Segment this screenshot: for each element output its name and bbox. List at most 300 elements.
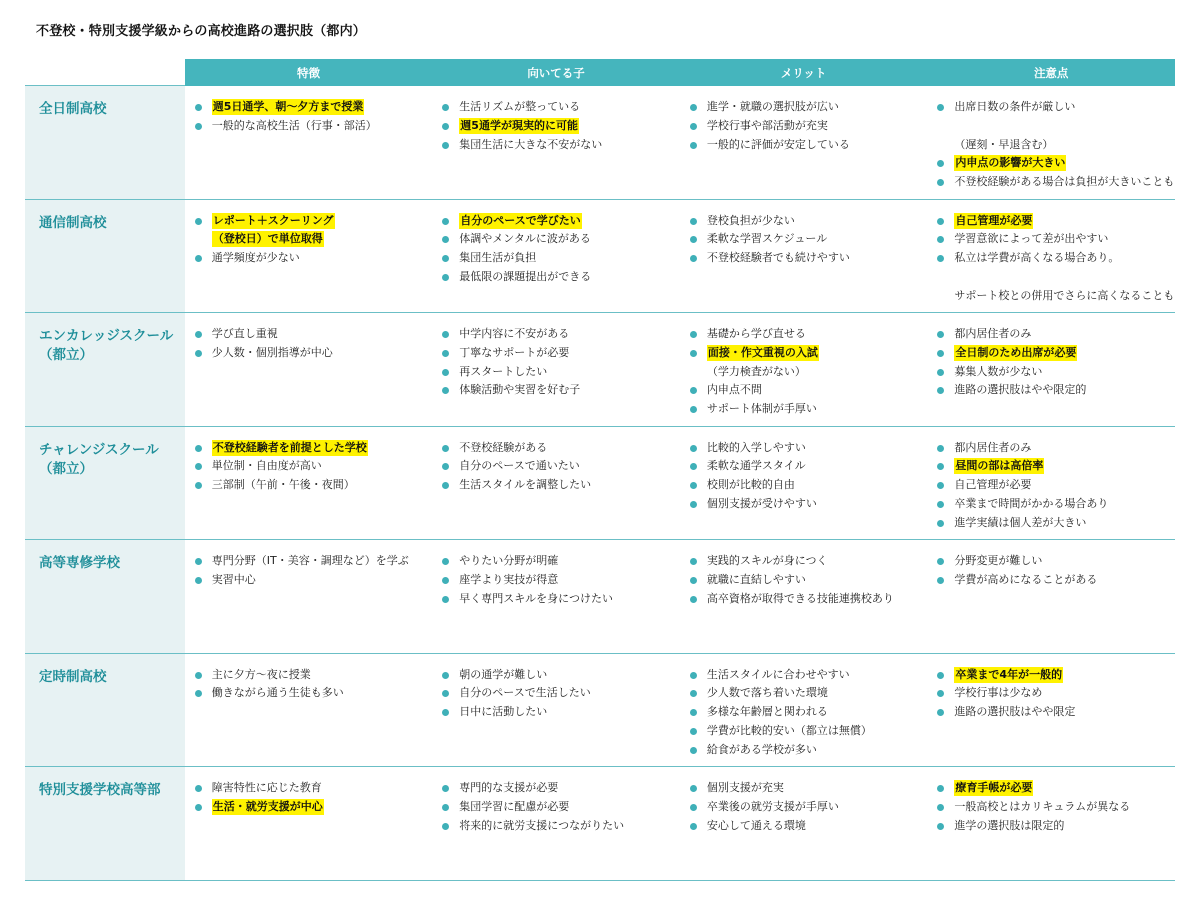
bullet-dot-icon [442,482,449,489]
list-item [195,571,433,590]
list-item [690,117,928,136]
bullet-dot-icon [937,160,944,167]
bullet-dot-icon [937,804,944,811]
cell-features [185,767,433,880]
cell-features [185,86,433,199]
highlighted-text: 週5日通学、朝〜夕方まで授業 [212,100,364,113]
column-header-suited-child: 向いてる子 [432,59,680,86]
bullet-dot-icon [937,445,944,452]
bullet-dot-icon [937,823,944,830]
table-row [25,200,1175,314]
bullet-dot-icon [442,445,449,452]
cell-cautions [927,540,1175,653]
bullet-list [937,666,1175,722]
item-text: サポート体制が手厚い [706,402,817,416]
list-item [690,439,928,458]
bullet-dot-icon [442,369,449,376]
row-label-text: （都立） [39,460,93,477]
item-text: 出席日数の条件が厳しい [954,100,1076,113]
list-item [195,684,433,703]
item-text: 障害特性に応じた教育 [211,781,322,794]
row-label-text: 特別支援学校高等部 [39,782,161,798]
highlighted-text: 面接・作文重視の入試 [707,345,818,359]
list-item [442,136,680,155]
bullet-dot-icon [937,672,944,679]
item-text: 中学内容に不安がある [459,327,570,340]
item-text: 就職に直結しやすい [706,572,806,586]
cell-features [185,540,433,653]
bullet-dot-icon [442,672,449,679]
list-item [690,571,928,590]
bullet-dot-icon [690,577,697,584]
item-text: 柔軟な学習スケジュール [706,232,828,246]
list-item [442,230,680,249]
list-item [937,457,1175,476]
cell-suited-child [432,654,680,767]
bullet-dot-icon [195,785,202,792]
list-item [442,363,680,382]
list-item [690,703,928,722]
bullet-dot-icon [690,445,697,452]
column-header-cautions: 注意点 [927,59,1175,86]
list-item [195,344,433,363]
highlighted-text: 不登校経験者を前提とした学校 [212,440,367,454]
bullet-list [195,779,433,817]
list-item [195,476,433,495]
bullet-dot-icon [442,350,449,357]
list-item [195,98,433,117]
cell-features [185,200,433,313]
bullet-list [937,439,1175,533]
item-text: 学校行事や部活動が充実 [706,118,828,132]
item-text: 多様な年齢層と関われる [706,705,828,719]
bullet-dot-icon [937,104,944,111]
bullet-dot-icon [690,690,697,697]
table-row [25,654,1175,768]
list-item [195,439,433,458]
item-text: 日中に活動したい [459,705,548,719]
item-text: 基礎から学び直せる [706,327,806,340]
list-item [442,249,680,268]
list-item [690,684,928,703]
bullet-dot-icon [690,236,697,243]
bullet-list [195,98,433,136]
bullet-dot-icon [690,672,697,679]
bullet-dot-icon [442,463,449,470]
bullet-dot-icon [442,218,449,225]
item-text: 学校行事は少なめ [954,686,1043,700]
list-item [937,684,1175,703]
bullet-dot-icon [937,520,944,527]
bullet-dot-icon [937,558,944,565]
item-text: 自分のペースで通いたい [459,459,580,473]
list-item [195,249,433,268]
item-text: 少人数・個別指導が中心 [211,345,333,359]
list-item [937,230,1175,249]
row-label [25,767,185,880]
list-item [937,439,1175,458]
bullet-dot-icon [442,387,449,394]
cell-merits [680,86,928,199]
item-subtext: （遅刻・早退含む） [954,137,1054,151]
item-text: 学び直し重視 [211,327,278,340]
item-text: 私立は学費が高くなる場合あり。 [954,251,1120,265]
bullet-list [442,439,680,495]
bullet-dot-icon [690,387,697,394]
bullet-dot-icon [195,331,202,338]
item-text: 安心して通える環境 [706,818,806,832]
list-item [442,117,680,136]
bullet-list [195,666,433,704]
list-item [442,212,680,231]
list-item [937,249,1175,305]
item-text: 個別支援が受けやすい [706,496,817,510]
row-label [25,200,185,313]
item-text: 最低限の課題提出ができる [459,269,592,283]
cell-cautions [927,427,1175,540]
item-text: 進路の選択肢はやや限定的 [954,383,1087,397]
item-text: 働きながら通う生徒も多い [211,686,344,700]
page-title: 不登校・特別支援学級からの高校進路の選択肢（都内） [36,24,367,39]
row-label-text: 通信制高校 [39,214,107,231]
item-text: 登校負担が少ない [706,213,795,227]
cell-cautions [927,200,1175,313]
bullet-dot-icon [442,331,449,338]
list-item [195,325,433,344]
bullet-dot-icon [442,236,449,243]
highlighted-text: 自己管理が必要 [955,213,1033,227]
bullet-list [690,439,928,514]
list-item [195,117,433,136]
item-text: 自己管理が必要 [954,478,1032,492]
list-item [690,212,928,231]
list-item [442,325,680,344]
bullet-list [195,439,433,495]
row-label [25,313,185,426]
item-subtext: （学力検査がない） [706,364,806,378]
column-header-merits: メリット [680,59,928,86]
item-text: 進学の選択肢は限定的 [954,818,1065,832]
highlighted-text: 内申点の影響が大きい [955,156,1066,170]
list-item [690,249,928,268]
list-item [937,173,1175,192]
list-item [195,666,433,685]
bullet-dot-icon [195,445,202,452]
list-item [442,476,680,495]
cell-merits [680,767,928,880]
list-item [937,703,1175,722]
item-text: 生活リズムが整っている [459,100,581,113]
bullet-list [937,98,1175,192]
bullet-dot-icon [442,255,449,262]
list-item [690,325,928,344]
list-item [195,779,433,798]
bullet-dot-icon [937,387,944,394]
bullet-dot-icon [195,558,202,565]
bullet-dot-icon [690,596,697,603]
row-label [25,86,185,199]
table-header [25,59,1175,86]
bullet-list [442,666,680,722]
bullet-dot-icon [937,236,944,243]
bullet-dot-icon [690,218,697,225]
bullet-dot-icon [690,501,697,508]
bullet-list [442,212,680,287]
bullet-dot-icon [690,406,697,413]
list-item [195,212,433,250]
bullet-dot-icon [195,123,202,130]
list-item [690,98,928,117]
list-item [690,457,928,476]
bullet-dot-icon [195,690,202,697]
row-label-text: チャレンジスクール [39,441,159,458]
item-text: 卒業まで時間がかかる場合あり [954,496,1109,510]
bullet-list [937,325,1175,400]
item-text: 集団学習に配慮が必要 [459,799,570,813]
row-label [25,654,185,767]
bullet-dot-icon [195,672,202,679]
bullet-dot-icon [195,482,202,489]
item-text: 専門分野（IT・美容・調理など）を学ぶ [211,554,409,567]
bullet-list [442,552,680,608]
bullet-dot-icon [195,463,202,470]
item-text: 体調やメンタルに波がある [459,232,591,246]
table-row [25,313,1175,427]
bullet-dot-icon [690,823,697,830]
bullet-list [690,666,928,760]
list-item [937,798,1175,817]
item-text: 内申点不問 [706,383,762,397]
item-text: 早く専門スキルを身につけたい [459,591,613,605]
cell-features [185,427,433,540]
item-text: 通学頻度が少ない [211,251,300,265]
item-text: 学費が比較的安い（都立は無償） [706,723,872,737]
list-item [442,779,680,798]
cell-cautions [927,767,1175,880]
item-text: 個別支援が充実 [706,781,784,794]
bullet-dot-icon [937,331,944,338]
bullet-dot-icon [937,501,944,508]
item-text: 座学より実技が得意 [459,572,559,586]
bullet-list [937,779,1175,835]
list-item [442,666,680,685]
bullet-list [690,212,928,268]
item-text: 単位制・自由度が高い [211,459,322,473]
list-item [937,779,1175,798]
bullet-dot-icon [937,255,944,262]
bullet-list [442,325,680,400]
bullet-list [937,212,1175,306]
row-label-text: （都立） [39,347,93,363]
item-text: 実習中心 [211,572,256,586]
item-text: 少人数で落ち着いた環境 [706,686,828,700]
item-text: 集団生活に大きな不安がない [459,137,603,151]
bullet-dot-icon [442,104,449,111]
item-text: 募集人数が少ない [954,364,1043,378]
cell-merits [680,654,928,767]
item-text: 主に夕方〜夜に授業 [211,667,311,681]
item-text: 再スタートしたい [459,364,548,378]
list-item [442,381,680,400]
cell-suited-child [432,767,680,880]
item-text: 分野変更が難しい [954,554,1043,567]
row-label-text: 高等専修学校 [39,555,120,571]
bullet-list [937,552,1175,590]
cell-merits [680,540,928,653]
highlighted-text: レポート＋スクーリング [212,213,334,227]
highlighted-text: 卒業まで4年が一般的 [955,667,1063,681]
bullet-dot-icon [690,142,697,149]
list-item [937,363,1175,382]
list-item [442,552,680,571]
bullet-list [442,779,680,835]
bullet-dot-icon [690,123,697,130]
bullet-dot-icon [937,709,944,716]
bullet-dot-icon [937,179,944,186]
bullet-dot-icon [690,482,697,489]
bullet-dot-icon [937,577,944,584]
list-item [442,590,680,609]
cell-merits [680,200,928,313]
item-text: 丁寧なサポートが必要 [459,345,570,359]
list-item [690,666,928,685]
row-label [25,427,185,540]
highlighted-text: 療育手帳が必要 [955,781,1033,794]
bullet-dot-icon [442,709,449,716]
list-item [690,722,928,741]
list-item [442,703,680,722]
item-text: 不登校経験がある [459,440,548,454]
item-text: 学習意欲によって差が出やすい [954,232,1109,246]
bullet-dot-icon [195,350,202,357]
cell-features [185,654,433,767]
table-row [25,427,1175,541]
cell-suited-child [432,313,680,426]
list-item [442,684,680,703]
cell-features [185,313,433,426]
list-item [195,552,433,571]
bullet-dot-icon [195,804,202,811]
item-text: 不登校経験がある場合は負担が大きいことも [954,175,1175,189]
highlighted-text: 週5通学が現実的に可能 [460,118,578,132]
bullet-dot-icon [690,463,697,470]
bullet-dot-icon [690,104,697,111]
list-item [195,457,433,476]
cell-cautions [927,86,1175,199]
cell-merits [680,427,928,540]
bullet-dot-icon [195,577,202,584]
row-label-text: エンカレッジスクール [39,328,174,344]
header-corner [25,59,185,86]
list-item [690,400,928,419]
list-item [442,571,680,590]
item-text: 給食がある学校が多い [706,742,817,756]
bullet-list [195,552,433,590]
item-text: 専門的な支援が必要 [459,781,559,794]
bullet-dot-icon [937,482,944,489]
list-item [442,457,680,476]
list-item [690,495,928,514]
list-item [690,798,928,817]
row-label-text: 全日制高校 [39,101,107,117]
item-text: 一般的な高校生活（行事・部活） [211,118,377,132]
item-text: 一般的に評価が安定している [706,137,850,151]
item-text: 卒業後の就労支援が手厚い [706,799,839,813]
bullet-dot-icon [937,369,944,376]
bullet-dot-icon [690,728,697,735]
list-item [937,381,1175,400]
list-item [690,230,928,249]
bullet-dot-icon [442,823,449,830]
list-item [937,325,1175,344]
item-text: 体験活動や実習を好む子 [459,383,581,397]
bullet-list [195,212,433,268]
bullet-dot-icon [690,331,697,338]
list-item [690,741,928,760]
bullet-list [690,98,928,154]
bullet-list [195,325,433,363]
bullet-dot-icon [442,274,449,281]
item-text: 進路の選択肢はやや限定 [954,705,1076,719]
list-item [937,514,1175,533]
item-text: 比較的入学しやすい [706,440,806,454]
row-label-text: 定時制高校 [39,668,107,685]
bullet-dot-icon [690,558,697,565]
bullet-dot-icon [937,690,944,697]
list-item [937,98,1175,154]
cell-cautions [927,654,1175,767]
item-text: 生活スタイルに合わせやすい [706,667,850,681]
list-item [442,817,680,836]
list-item [442,98,680,117]
list-item [690,344,928,382]
bullet-dot-icon [442,804,449,811]
bullet-list [690,779,928,835]
bullet-list [690,325,928,419]
bullet-list [690,552,928,608]
cell-suited-child [432,200,680,313]
list-item [937,552,1175,571]
item-text: 生活スタイルを調整したい [459,478,592,492]
item-text: 高卒資格が取得できる技能連携校あり [706,591,894,605]
bullet-dot-icon [690,804,697,811]
list-item [442,798,680,817]
item-text: 都内居住者のみ [954,440,1032,454]
bullet-dot-icon [442,123,449,130]
cell-suited-child [432,86,680,199]
item-text: やりたい分野が明確 [459,554,559,567]
highlighted-text: 生活・就労支援が中心 [212,799,323,813]
item-text: 自分のペースで生活したい [459,686,591,700]
list-item [690,381,928,400]
bullet-dot-icon [937,218,944,225]
list-item [937,212,1175,231]
bullet-dot-icon [690,255,697,262]
cell-cautions [927,313,1175,426]
highlighted-text: 全日制のため出席が必要 [955,345,1077,359]
list-item [442,268,680,287]
bullet-dot-icon [690,709,697,716]
bullet-dot-icon [937,463,944,470]
list-item [690,590,928,609]
table-row [25,86,1175,200]
item-text: 進学・就職の選択肢が広い [706,100,839,113]
cell-suited-child [432,540,680,653]
list-item [937,817,1175,836]
item-text: 学費が高めになることがある [954,572,1098,586]
bullet-dot-icon [442,596,449,603]
bullet-dot-icon [937,350,944,357]
